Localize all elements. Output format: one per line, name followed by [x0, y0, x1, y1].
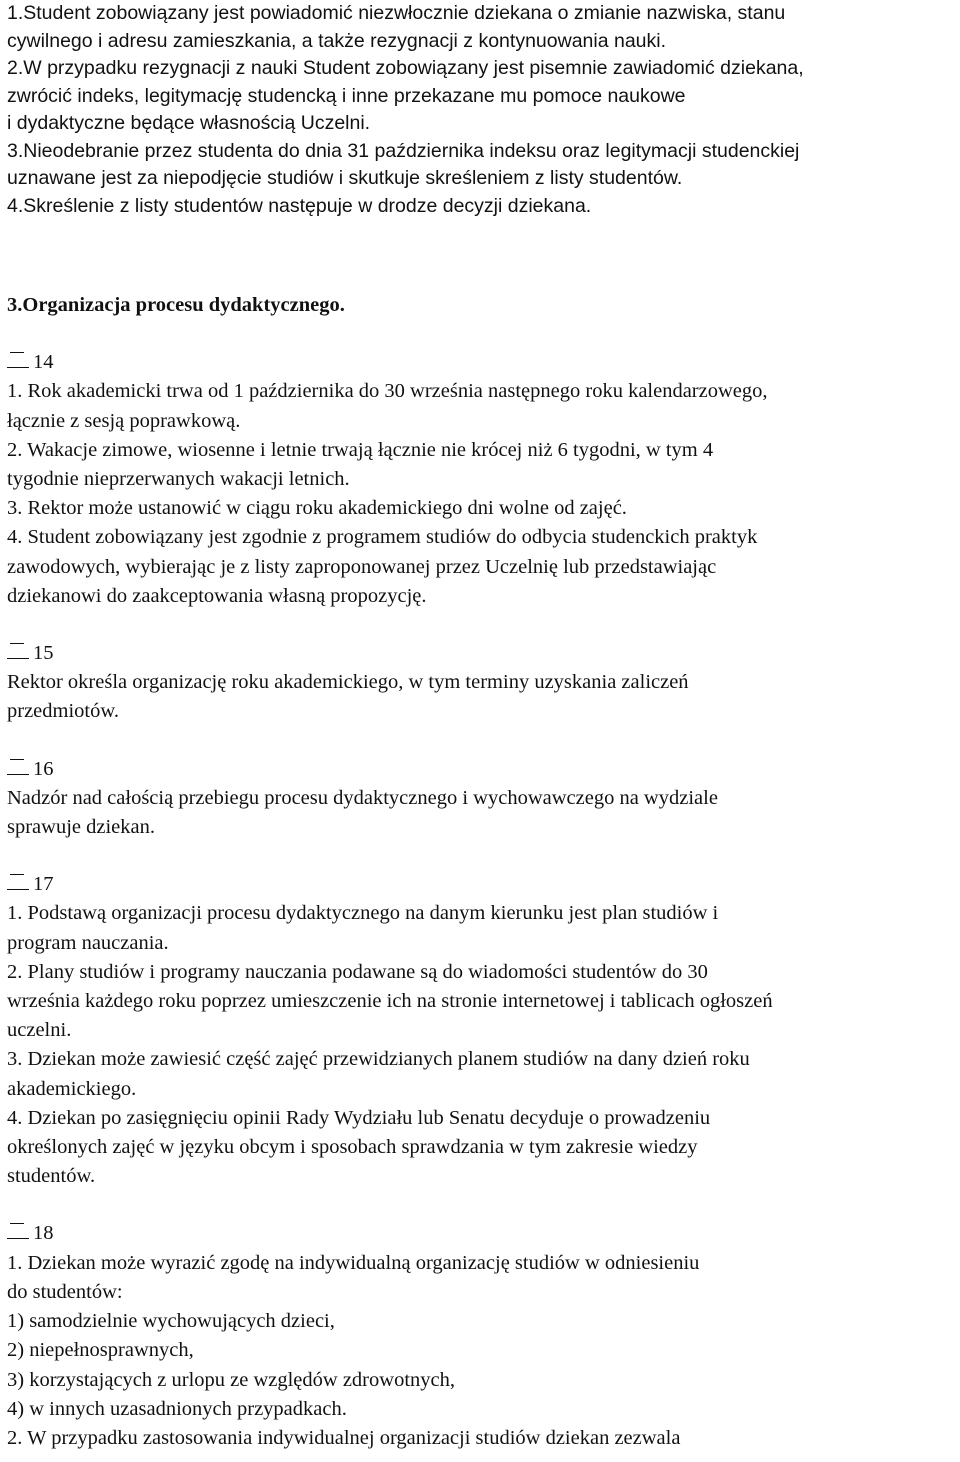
- text-line: łącznie z sesją poprawkową.: [7, 409, 241, 432]
- paragraph-heading: [7, 1219, 959, 1248]
- paragraph-heading: [7, 870, 959, 899]
- text-line: 3.Nieodebranie przez studenta do dnia 31 października indeksu oraz legitymacji studenckiej: [7, 139, 800, 162]
- text-line: 1. Rok akademicki trwa od 1 października do 30 września następnego roku kalendarzowego,: [7, 380, 768, 403]
- text-line: zwrócić indeks, legitymację studencką i inne przekazane mu pomoce naukowe: [7, 84, 686, 107]
- text-line: 4.Skreślenie z listy studentów następuje w drodze decyzji dziekana.: [7, 194, 592, 217]
- section-sign-icon: [7, 756, 29, 775]
- text-line: 4. Dziekan po zasięgnięciu opinii Rady Wydziału lub Senatu decyduje o prowadzeniu: [7, 1106, 711, 1129]
- top-section: [7, 0, 959, 220]
- section-heading: 3.Organizacja procesu dydaktycznego.: [7, 294, 345, 316]
- paragraph-number: 14: [33, 351, 54, 374]
- text-line: 2) niepełnosprawnych,: [7, 1339, 194, 1362]
- paragraph-number: 17: [33, 873, 54, 896]
- text-line: uczelni.: [7, 1019, 72, 1042]
- text-line: 3) korzystających z urlopu ze względów zdrowotnych,: [7, 1368, 455, 1391]
- text-line: Rektor określa organizację roku akademickiego, w tym terminy uzyskania zaliczeń: [7, 671, 689, 694]
- main-section: [7, 291, 959, 1453]
- text-line: 2. Plany studiów i programy nauczania podawane są do wiadomości studentów do 30: [7, 960, 708, 983]
- text-line: program nauczania.: [7, 931, 169, 954]
- text-line: 4. Student zobowiązany jest zgodnie z programem studiów do odbycia studenckich praktyk: [7, 526, 758, 549]
- section-sign-icon: [7, 871, 29, 890]
- text-line: 3. Dziekan może zawiesić część zajęć przewidzianych planem studiów na dany dzień roku: [7, 1048, 750, 1071]
- paragraph-number: 16: [33, 757, 54, 780]
- paragraph-heading: [7, 639, 959, 668]
- text-line: 1) samodzielnie wychowujących dzieci,: [7, 1310, 335, 1333]
- text-line: i dydaktyczne będące własnością Uczelni.: [7, 112, 371, 134]
- text-line: 1. Dziekan może wyrazić zgodę na indywidualną organizację studiów w odniesieniu: [7, 1251, 700, 1274]
- section-sign-icon: [7, 640, 29, 659]
- text-line: określonych zajęć w języku obcym i sposobach sprawdzania w tym zakresie wiedzy: [7, 1136, 698, 1159]
- paragraph-number: 18: [33, 1222, 54, 1245]
- paragraph-heading: [7, 348, 959, 377]
- text-line: uznawane jest za niepodjęcie studiów i skutkuje skreśleniem z listy studentów.: [7, 167, 683, 189]
- text-line: września każdego roku poprzez umieszczenie ich na stronie internetowej i tablicach ogłoszeń: [7, 990, 773, 1013]
- text-line: 2. W przypadku zastosowania indywidualnej organizacji studiów dziekan zezwala: [7, 1426, 681, 1449]
- text-line: 1.Student zobowiązany jest powiadomić niezwłocznie dziekana o zmianie nazwiska, stanu: [7, 2, 786, 24]
- text-line: 2. Wakacje zimowe, wiosenne i letnie trwają łącznie nie krócej niż 6 tygodni, w tym 4: [7, 438, 714, 461]
- text-line: cywilnego i adresu zamieszkania, a także rezygnacji z kontynuowania nauki.: [7, 29, 667, 52]
- text-line: przedmiotów.: [7, 700, 119, 723]
- text-line: akademickiego.: [7, 1077, 137, 1100]
- text-line: do studentów:: [7, 1280, 123, 1303]
- section-sign-icon: [7, 349, 29, 368]
- paragraph-number: 15: [33, 642, 54, 665]
- text-line: 4) w innych uzasadnionych przypadkach.: [7, 1397, 347, 1420]
- text-line: zawodowych, wybierając je z listy zaproponowanej przez Uczelnię lub przedstawiając: [7, 555, 717, 578]
- text-line: tygodnie nieprzerwanych wakacji letnich.: [7, 468, 350, 491]
- text-line: Nadzór nad całością przebiegu procesu dydaktycznego i wychowawczego na wydziale: [7, 786, 718, 809]
- section-sign-icon: [7, 1220, 29, 1239]
- text-line: 1. Podstawą organizacji procesu dydaktycznego na danym kierunku jest plan studiów i: [7, 902, 719, 925]
- text-line: studentów.: [7, 1165, 96, 1188]
- text-line: sprawuje dziekan.: [7, 816, 155, 839]
- text-line: 2.W przypadku rezygnacji z nauki Student zobowiązany jest pisemnie zawiadomić dziekana,: [7, 57, 804, 79]
- text-line: 3. Rektor może ustanowić w ciągu roku akademickiego dni wolne od zajęć.: [7, 497, 627, 520]
- text-line: dziekanowi do zaakceptowania własną propozycję.: [7, 584, 427, 607]
- paragraph-heading: [7, 755, 959, 784]
